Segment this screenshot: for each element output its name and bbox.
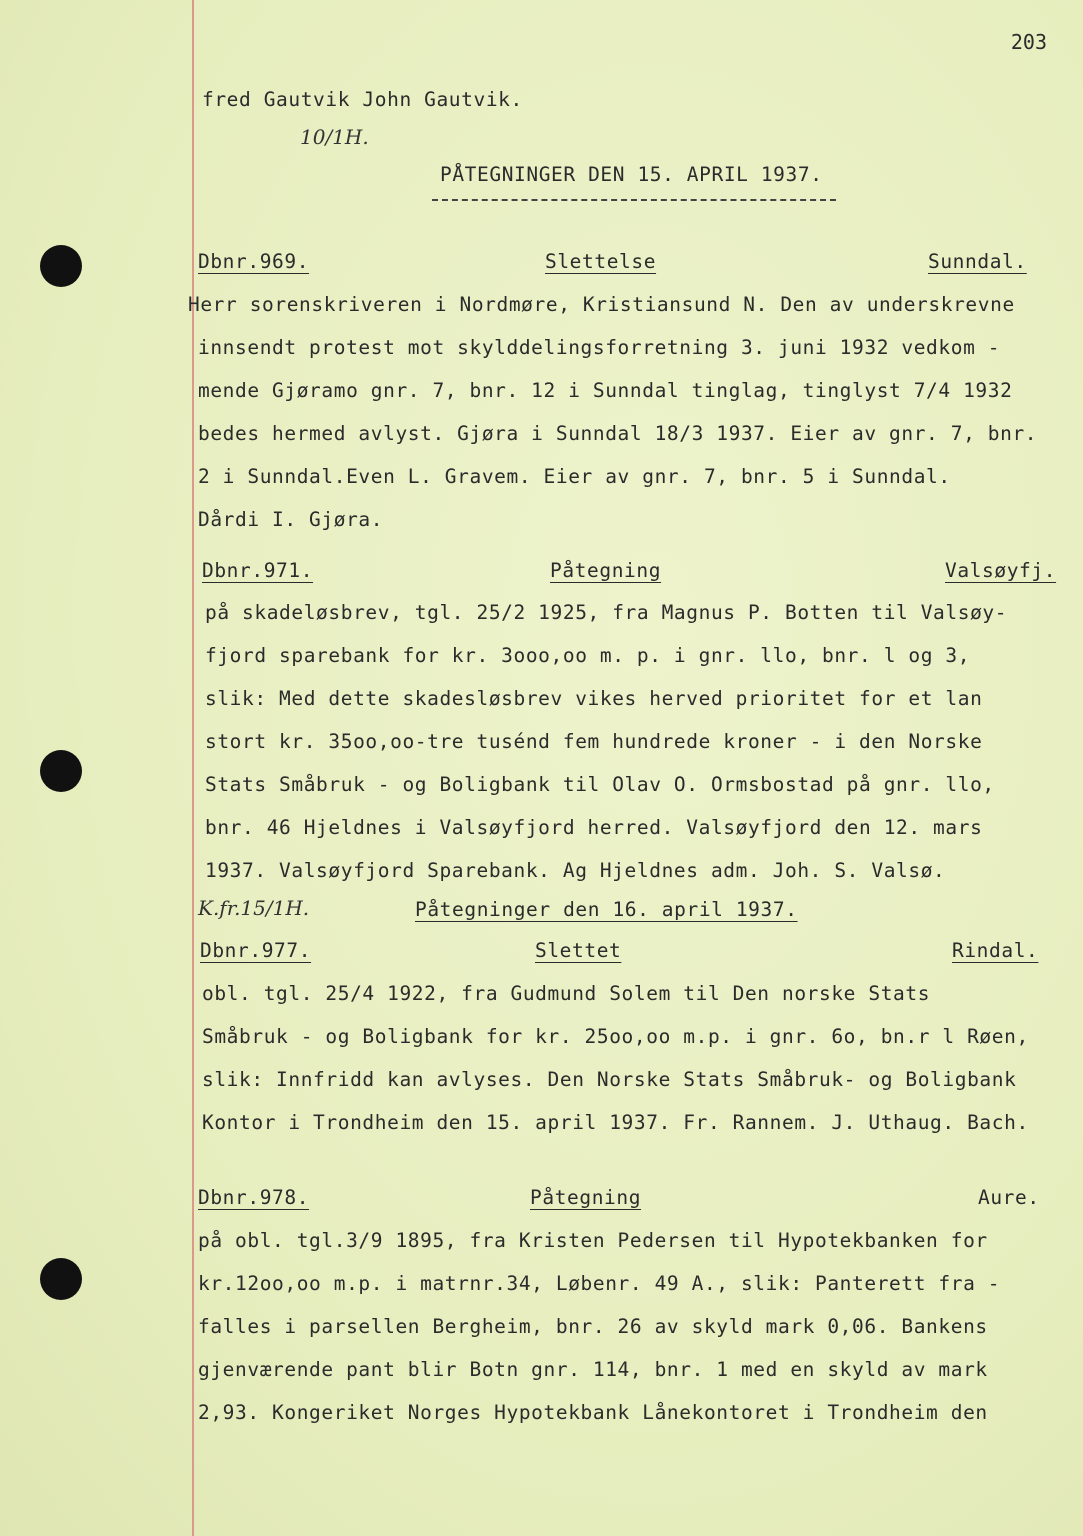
entry-number: Dbnr.978. <box>198 1186 310 1209</box>
entry-place: Rindal. <box>952 939 1039 962</box>
page-number: 203 <box>1010 30 1047 54</box>
text-line: fjord sparebank for kr. 3ooo,oo m. p. i gnr. llo, bnr. l og 3, <box>205 644 971 667</box>
text-line: mende Gjøramo gnr. 7, bnr. 12 i Sunndal tinglag, tinglyst 7/4 1932 <box>198 379 1013 402</box>
text-line: Kontor i Trondheim den 15. april 1937. Fr. Rannem. J. Uthaug. Bach. <box>202 1111 1029 1134</box>
text-line: 2 i Sunndal.Even L. Gravem. Eier av gnr. 7, bnr. 5 i Sunndal. <box>198 465 951 488</box>
text-line: obl. tgl. 25/4 1922, fra Gudmund Solem til Den norske Stats <box>202 982 931 1005</box>
text-line: slik: Innfridd kan avlyses. Den Norske Stats Småbruk- og Boligbank <box>202 1068 1017 1091</box>
text-line: gjenværende pant blir Botn gnr. 114, bnr. 1 med en skyld av mark <box>198 1358 988 1381</box>
margin-rule <box>192 0 194 1536</box>
text-line: Stats Småbruk - og Boligbank til Olav O. Ormsbostad på gnr. llo, <box>205 773 995 796</box>
text-line: stort kr. 35oo,oo-tre tusénd fem hundrede kroner - i den Norske <box>205 730 983 753</box>
entry-type: Slettelse <box>545 250 657 273</box>
entry-type: Slettet <box>535 939 622 962</box>
text-line: på obl. tgl.3/9 1895, fra Kristen Pedersen til Hypotekbanken for <box>198 1229 988 1252</box>
text-line: 2,93. Kongeriket Norges Hypotekbank Lånekontoret i Trondheim den <box>198 1401 988 1424</box>
text-line: innsendt protest mot skylddelingsforretning 3. juni 1932 vedkom - <box>198 336 1001 359</box>
entry-number: Dbnr.977. <box>200 939 312 962</box>
heading-16-april: Påtegninger den 16. april 1937. <box>415 898 798 921</box>
margin-note-1: 10/1H. <box>300 125 369 149</box>
intro-line: fred Gautvik John Gautvik. <box>202 88 523 111</box>
text-line: Herr sorenskriveren i Nordmøre, Kristiansund N. Den av underskrevne <box>188 293 1015 316</box>
entry-number: Dbnr.969. <box>198 250 310 273</box>
text-line: på skadeløsbrev, tgl. 25/2 1925, fra Magnus P. Botten til Valsøy- <box>205 601 1008 624</box>
entry-place: Sunndal. <box>928 250 1027 273</box>
text-line: Småbruk - og Boligbank for kr. 25oo,oo m.p. i gnr. 6o, bn.r l Røen, <box>202 1025 1029 1048</box>
heading-15-april: PÅTEGNINGER DEN 15. APRIL 1937. <box>440 163 823 186</box>
text-line: slik: Med dette skadesløsbrev vikes herved prioritet for et lan <box>205 687 983 710</box>
text-line: bedes hermed avlyst. Gjøra i Sunndal 18/3 1937. Eier av gnr. 7, bnr. <box>198 422 1038 445</box>
entry-number: Dbnr.971. <box>202 559 314 582</box>
text-line: falles i parsellen Bergheim, bnr. 26 av skyld mark 0,06. Bankens <box>198 1315 988 1338</box>
punch-hole <box>40 245 82 287</box>
punch-hole <box>40 750 82 792</box>
text-line: 1937. Valsøyfjord Sparebank. Ag Hjeldnes adm. Joh. S. Valsø. <box>205 859 946 882</box>
entry-place: Aure. <box>978 1186 1040 1209</box>
entry-place: Valsøyfj. <box>945 559 1057 582</box>
punch-hole <box>40 1258 82 1300</box>
text-line: bnr. 46 Hjeldnes i Valsøyfjord herred. Valsøyfjord den 12. mars <box>205 816 983 839</box>
entry-type: Påtegning <box>530 1186 642 1209</box>
text-line: kr.12oo,oo m.p. i matrnr.34, Løbenr. 49 A., slik: Panterett fra - <box>198 1272 1001 1295</box>
margin-note-2: K.fr.15/1H. <box>198 896 310 920</box>
text-line: Dårdi I. Gjøra. <box>198 508 384 531</box>
heading-divider <box>432 199 836 201</box>
entry-type: Påtegning <box>550 559 662 582</box>
